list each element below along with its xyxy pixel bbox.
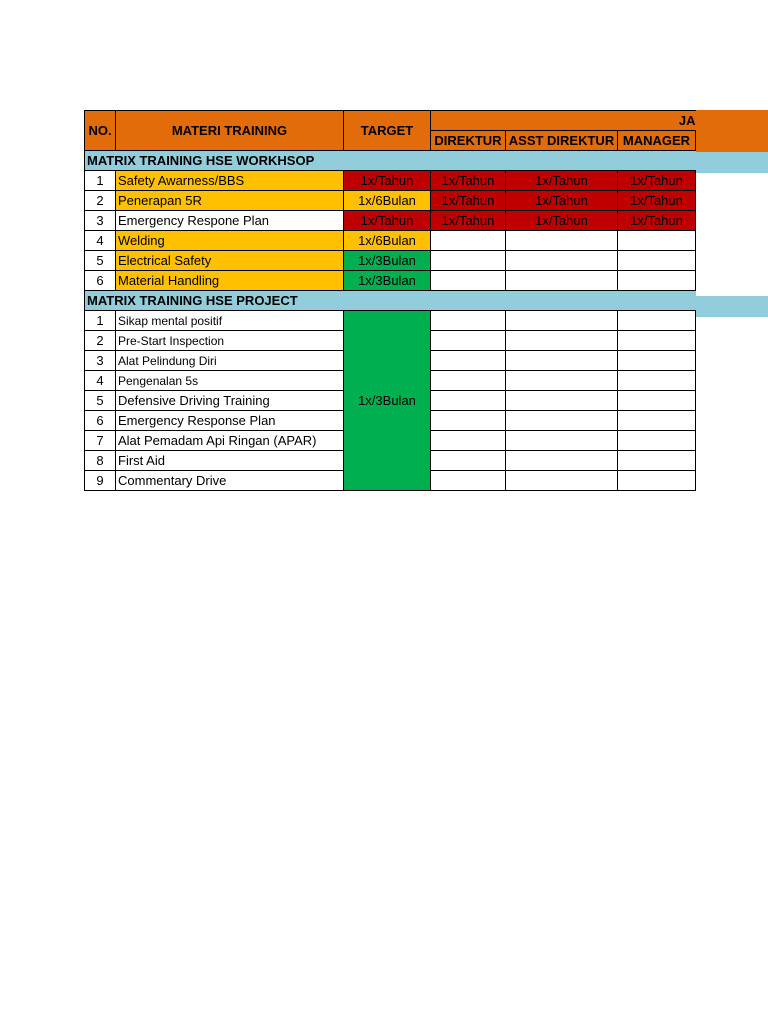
row-number: 1	[85, 311, 116, 331]
role-cell-asst-direktur	[506, 351, 618, 371]
target-cell: 1x/3Bulan	[344, 271, 431, 291]
role-cell-manager	[618, 251, 696, 271]
row-number: 7	[85, 431, 116, 451]
header-jabatan: JA	[431, 111, 696, 131]
target-cell: 1x/Tahun	[344, 171, 431, 191]
table-row	[85, 191, 696, 211]
materi-cell: Defensive Driving Training	[116, 391, 344, 411]
materi-cell: Pre-Start Inspection	[116, 331, 344, 351]
target-cell: 1x/6Bulan	[344, 231, 431, 251]
materi-cell: First Aid	[116, 451, 344, 471]
materi-cell: Commentary Drive	[116, 471, 344, 491]
materi-cell: Alat Pemadam Api Ringan (APAR)	[116, 431, 344, 451]
row-number: 2	[85, 191, 116, 211]
role-cell-manager	[618, 471, 696, 491]
role-cell-direktur	[431, 391, 506, 411]
role-cell-manager	[618, 451, 696, 471]
role-cell-manager	[618, 311, 696, 331]
materi-cell: Material Handling	[116, 271, 344, 291]
header-role-direktur: DIREKTUR	[431, 131, 506, 151]
header-role-manager: MANAGER	[618, 131, 696, 151]
header-role-asst-direktur: ASST DIREKTUR	[506, 131, 618, 151]
section-band-overflow-1	[696, 152, 768, 173]
table-row	[85, 251, 696, 271]
target-cell: 1x/3Bulan	[344, 251, 431, 271]
row-number: 4	[85, 371, 116, 391]
materi-cell: Alat Pelindung Diri	[116, 351, 344, 371]
role-cell-direktur	[431, 411, 506, 431]
role-cell-manager	[618, 271, 696, 291]
role-cell-direktur	[431, 311, 506, 331]
header-band-overflow	[696, 110, 768, 152]
materi-cell: Emergency Respone Plan	[116, 211, 344, 231]
materi-cell: Pengenalan 5s	[116, 371, 344, 391]
section-title-project: MATRIX TRAINING HSE PROJECT	[85, 291, 696, 311]
role-cell-manager: 1x/Tahun	[618, 171, 696, 191]
role-cell-asst-direktur	[506, 311, 618, 331]
materi-cell: Sikap mental positif	[116, 311, 344, 331]
row-number: 5	[85, 251, 116, 271]
materi-cell: Electrical Safety	[116, 251, 344, 271]
role-cell-asst-direktur	[506, 431, 618, 451]
row-number: 4	[85, 231, 116, 251]
role-cell-asst-direktur	[506, 331, 618, 351]
role-cell-direktur	[431, 331, 506, 351]
table-row	[85, 171, 696, 191]
merged-target-cell: 1x/3Bulan	[344, 311, 431, 491]
role-cell-direktur	[431, 231, 506, 251]
materi-cell: Emergency Response Plan	[116, 411, 344, 431]
role-cell-manager	[618, 411, 696, 431]
role-cell-direktur	[431, 251, 506, 271]
role-cell-asst-direktur	[506, 391, 618, 411]
role-cell-direktur	[431, 371, 506, 391]
role-cell-manager: 1x/Tahun	[618, 191, 696, 211]
section-title-workshop: MATRIX TRAINING HSE WORKHSOP	[85, 151, 696, 171]
table-row	[85, 311, 696, 331]
header-no: NO.	[85, 111, 116, 151]
role-cell-asst-direktur	[506, 231, 618, 251]
role-cell-manager	[618, 231, 696, 251]
table-row	[85, 211, 696, 231]
row-number: 9	[85, 471, 116, 491]
role-cell-manager	[618, 431, 696, 451]
section-band-overflow-2	[696, 296, 768, 317]
header-target: TARGET	[344, 111, 431, 151]
role-cell-direktur	[431, 271, 506, 291]
role-cell-asst-direktur	[506, 471, 618, 491]
materi-cell: Safety Awarness/BBS	[116, 171, 344, 191]
role-cell-direktur: 1x/Tahun	[431, 191, 506, 211]
role-cell-direktur: 1x/Tahun	[431, 171, 506, 191]
table-row	[85, 271, 696, 291]
role-cell-manager	[618, 351, 696, 371]
role-cell-direktur	[431, 431, 506, 451]
role-cell-direktur	[431, 471, 506, 491]
row-number: 6	[85, 271, 116, 291]
role-cell-asst-direktur: 1x/Tahun	[506, 171, 618, 191]
role-cell-direktur	[431, 451, 506, 471]
role-cell-asst-direktur	[506, 411, 618, 431]
training-matrix-table	[84, 110, 696, 491]
role-cell-manager	[618, 391, 696, 411]
row-number: 8	[85, 451, 116, 471]
row-number: 2	[85, 331, 116, 351]
role-cell-asst-direktur: 1x/Tahun	[506, 211, 618, 231]
header-materi-training: MATERI TRAINING	[116, 111, 344, 151]
role-cell-asst-direktur	[506, 271, 618, 291]
row-number: 5	[85, 391, 116, 411]
role-cell-asst-direktur: 1x/Tahun	[506, 191, 618, 211]
row-number: 1	[85, 171, 116, 191]
materi-cell: Welding	[116, 231, 344, 251]
role-cell-asst-direktur	[506, 451, 618, 471]
table-row	[85, 231, 696, 251]
role-cell-asst-direktur	[506, 251, 618, 271]
row-number: 3	[85, 351, 116, 371]
target-cell: 1x/6Bulan	[344, 191, 431, 211]
role-cell-direktur	[431, 351, 506, 371]
role-cell-asst-direktur	[506, 371, 618, 391]
materi-cell: Penerapan 5R	[116, 191, 344, 211]
role-cell-manager	[618, 371, 696, 391]
role-cell-direktur: 1x/Tahun	[431, 211, 506, 231]
role-cell-manager	[618, 331, 696, 351]
target-cell: 1x/Tahun	[344, 211, 431, 231]
row-number: 3	[85, 211, 116, 231]
row-number: 6	[85, 411, 116, 431]
role-cell-manager: 1x/Tahun	[618, 211, 696, 231]
